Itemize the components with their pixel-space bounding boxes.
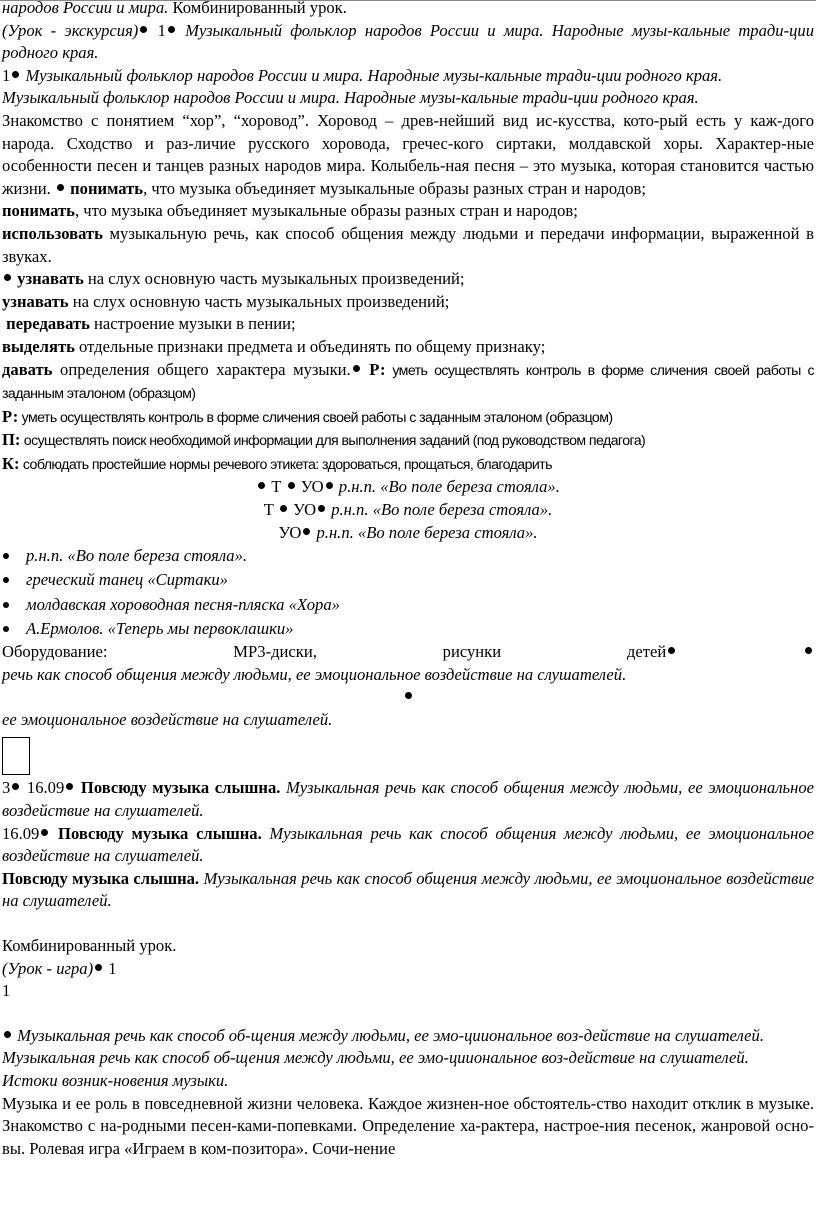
spacer <box>0 1003 816 1025</box>
outcome-recognize-2 <box>0 291 816 314</box>
text: понимать <box>70 178 144 198</box>
text: Повсюду музыка слышна. <box>75 778 281 798</box>
text: К: <box>2 453 20 473</box>
bullet-dot-icon <box>3 602 9 608</box>
equipment-note <box>0 664 816 687</box>
bullet-dot-icon <box>57 184 64 191</box>
bullet-dot-icon <box>3 626 9 632</box>
text: 16.09 <box>21 778 65 798</box>
text: Повсюду музыка слышна. <box>2 868 200 888</box>
bullet-dot-icon <box>668 647 675 654</box>
lesson-game <box>0 958 816 981</box>
text: настроение музыки в пении; <box>89 314 296 334</box>
text: музыкальную речь, как способ общения между людьми и передачи информации, выраженной в звуках. <box>2 223 814 266</box>
text: Т <box>267 477 286 497</box>
combined-lesson <box>0 935 816 958</box>
empty-table-cell <box>2 737 30 775</box>
bullet-dot-icon <box>41 829 48 836</box>
bullet-dot-icon <box>280 505 287 512</box>
outcome-recognize-1 <box>0 268 816 291</box>
text: Музыка и ее роль в повседневной жизни человека. Каждое жизнен-ное обстоятель-ство находит отклик в музыке. Знакомство с на-родными песен-ками-попевками. Определение ха-рактера, настрое-ния песенок, жанровой осно-вы. Ролевая игра «Играем в ком-позитора». Сочи-нение <box>2 1093 814 1158</box>
repertoire-list <box>0 544 816 641</box>
lesson-description <box>0 1093 816 1161</box>
bullet-dot-icon <box>288 482 295 489</box>
lesson-number <box>0 980 816 1003</box>
text: (Урок - игра) <box>2 958 94 978</box>
lesson-content <box>0 110 816 200</box>
text: молдавская хороводная песня-пляска «Хора» <box>26 594 340 614</box>
bullet-dot-icon <box>12 71 19 78</box>
lesson-topic-1 <box>0 65 816 88</box>
text: определения общего характера музыки. <box>52 359 351 379</box>
bullet-dot-icon <box>258 482 265 489</box>
text: использовать <box>2 223 103 243</box>
text: , что музыка объединяет музыкальные образы разных стран и народов; <box>143 178 646 198</box>
text: Т <box>263 500 279 520</box>
lesson-2-excursion <box>0 20 816 65</box>
list-item <box>0 568 816 592</box>
line-lesson-header <box>0 0 816 20</box>
text: Р: <box>361 359 386 379</box>
lesson-3-b <box>0 823 816 868</box>
bullet-dot-icon <box>3 577 9 583</box>
outcome-give <box>0 359 816 406</box>
text: Повсюду музыка слышна. <box>50 823 262 843</box>
origins <box>0 1070 816 1093</box>
text: речь как способ общения между людьми, ее эмоциональное воздействие на слушателей. <box>2 664 627 684</box>
text: р.н.п. «Во поле береза стояла». <box>26 546 248 566</box>
text: соблюдать простейшие нормы речевого этикета: здороваться, прощаться, благодарить <box>19 456 552 473</box>
text: давать <box>2 359 53 379</box>
bullet-dot-icon <box>303 528 310 535</box>
text: Оборудование: МР3-диски, рисунки детей <box>2 642 667 661</box>
text: 1 <box>104 958 117 978</box>
spacer <box>0 913 816 935</box>
text: УО <box>278 522 302 542</box>
outcome-convey <box>0 313 816 336</box>
text: выделять <box>2 336 75 356</box>
text: Музыкальный фольклор народов России и мира. Народные музы-кальные тради-ции родного края. <box>2 88 699 108</box>
lesson-3 <box>0 777 816 822</box>
text: 1 <box>149 20 166 40</box>
text: узнавать <box>2 291 69 311</box>
bullet-dot-icon <box>66 783 73 790</box>
uud-cognitive <box>0 429 816 453</box>
text: отдельные признаки предмета и объединять по общему признаку; <box>74 336 546 356</box>
text: 3 <box>2 778 11 798</box>
text: ее эмоциональное воздействие на слушателей. <box>2 709 333 729</box>
text: А.Ермолов. «Теперь мы первоклашки» <box>26 618 294 638</box>
text: уметь осуществлять контроль в форме сличения своей работы с заданным эталоном (образцом) <box>18 409 613 426</box>
text: 1 <box>2 981 11 1001</box>
text: Р: <box>2 406 19 426</box>
text: Музыкальный фольклор народов России и мира. Народные музы-кальные тради-ции родного края. <box>2 20 814 63</box>
song-line-1 <box>0 476 816 499</box>
text: на слух основную часть музыкальных произведений; <box>68 291 450 311</box>
uud-communicative <box>0 453 816 477</box>
text: узнавать <box>17 269 84 289</box>
dot-line <box>0 686 816 709</box>
text: передавать <box>6 314 90 334</box>
bullet-dot-icon <box>168 26 175 33</box>
text: уметь осуществлять контроль в форме сличения своей работы с заданным эталоном (образцом) <box>2 362 814 403</box>
text: Музыкальная речь как способ общения между людьми, ее эмоциональное воздействие на слушателей. <box>2 823 814 866</box>
list-item <box>0 617 816 641</box>
song-line-2 <box>0 499 816 522</box>
song-line-3 <box>0 522 816 545</box>
bullet-dot-icon <box>12 783 19 790</box>
list-item <box>0 593 816 617</box>
text: Музыкальная речь как способ об-щения между людьми, ее эмо-цииональное воз-действие на слушателей. <box>2 1048 749 1068</box>
lesson-topic-2 <box>0 87 816 110</box>
text: р.н.п. «Во поле береза стояла». <box>334 477 560 497</box>
text: УО <box>296 477 324 497</box>
bullet-dot-icon <box>405 692 412 699</box>
text: Знакомство с понятием “хор”, “хоровод”. Хоровод – древ-нейший вид ис-кусства, кото-рый есть у каж-дого народа. Сходство и раз-личие русского хоровода, гречес-кого сиртаки, молдавской хоры. Характер-ные особенности песен и танцев разных народов мира. Колыбель-ная песня – это музыка, которая становится частью жизни. <box>2 110 814 198</box>
outcome-understand <box>0 200 816 223</box>
text: осуществлять поиск необходимой информации для выполнения заданий (под руководством педагога) <box>20 433 646 450</box>
text: греческий танец «Сиртаки» <box>26 570 228 590</box>
text: 16.09 <box>2 823 40 843</box>
text: Музыкальная речь как способ общения между людьми, ее эмоциональное воздействие на слушателей. <box>2 778 814 820</box>
text: 1 <box>2 65 11 85</box>
text: Музыкальная речь как способ общения между людьми, ее эмоциональное воздействие на слушателей. <box>2 868 815 911</box>
text: Комбинированный урок. <box>168 0 347 17</box>
bullet-dot-icon <box>4 1031 11 1038</box>
text: на слух основную часть музыкальных произведений; <box>83 269 465 289</box>
list-item <box>0 544 816 568</box>
text: Музыкальная речь как способ об-щения между людьми, ее эмо-цииональное воз-действие на слушателей. <box>13 1025 764 1045</box>
bullet-dot-icon <box>353 365 360 372</box>
text: , что музыка объединяет музыкальные образы разных стран и народов; <box>74 201 578 221</box>
equipment-note-2 <box>0 709 816 732</box>
equipment-line <box>0 641 816 664</box>
music-speech-2 <box>0 1047 816 1070</box>
text: понимать <box>2 201 75 221</box>
text: П: <box>2 430 21 450</box>
text: р.н.п. «Во поле береза стояла». <box>312 522 538 542</box>
text: Комбинированный урок. <box>2 935 177 955</box>
lesson-3-c <box>0 868 816 913</box>
outcome-select <box>0 336 816 359</box>
text: р.н.п. «Во поле береза стояла». <box>327 500 553 520</box>
uud-regulatory <box>0 406 816 430</box>
music-speech-1 <box>0 1025 816 1048</box>
text: УО <box>289 500 317 520</box>
bullet-dot-icon <box>3 553 9 559</box>
outcome-use <box>0 223 816 268</box>
bullet-dot-icon <box>805 647 812 654</box>
bullet-dot-icon <box>326 482 333 489</box>
text: Музыкальный фольклор народов России и мира. Народные музы-кальные тради-ции родного края. <box>21 65 723 85</box>
text: (Урок - экскурсия) <box>2 20 139 40</box>
text: народов России и мира. <box>2 0 169 17</box>
bullet-dot-icon <box>318 505 325 512</box>
bullet-dot-icon <box>95 964 102 971</box>
text: Истоки возник-новения музыки. <box>2 1070 229 1090</box>
bullet-dot-icon <box>140 26 147 33</box>
bullet-dot-icon <box>4 274 11 281</box>
